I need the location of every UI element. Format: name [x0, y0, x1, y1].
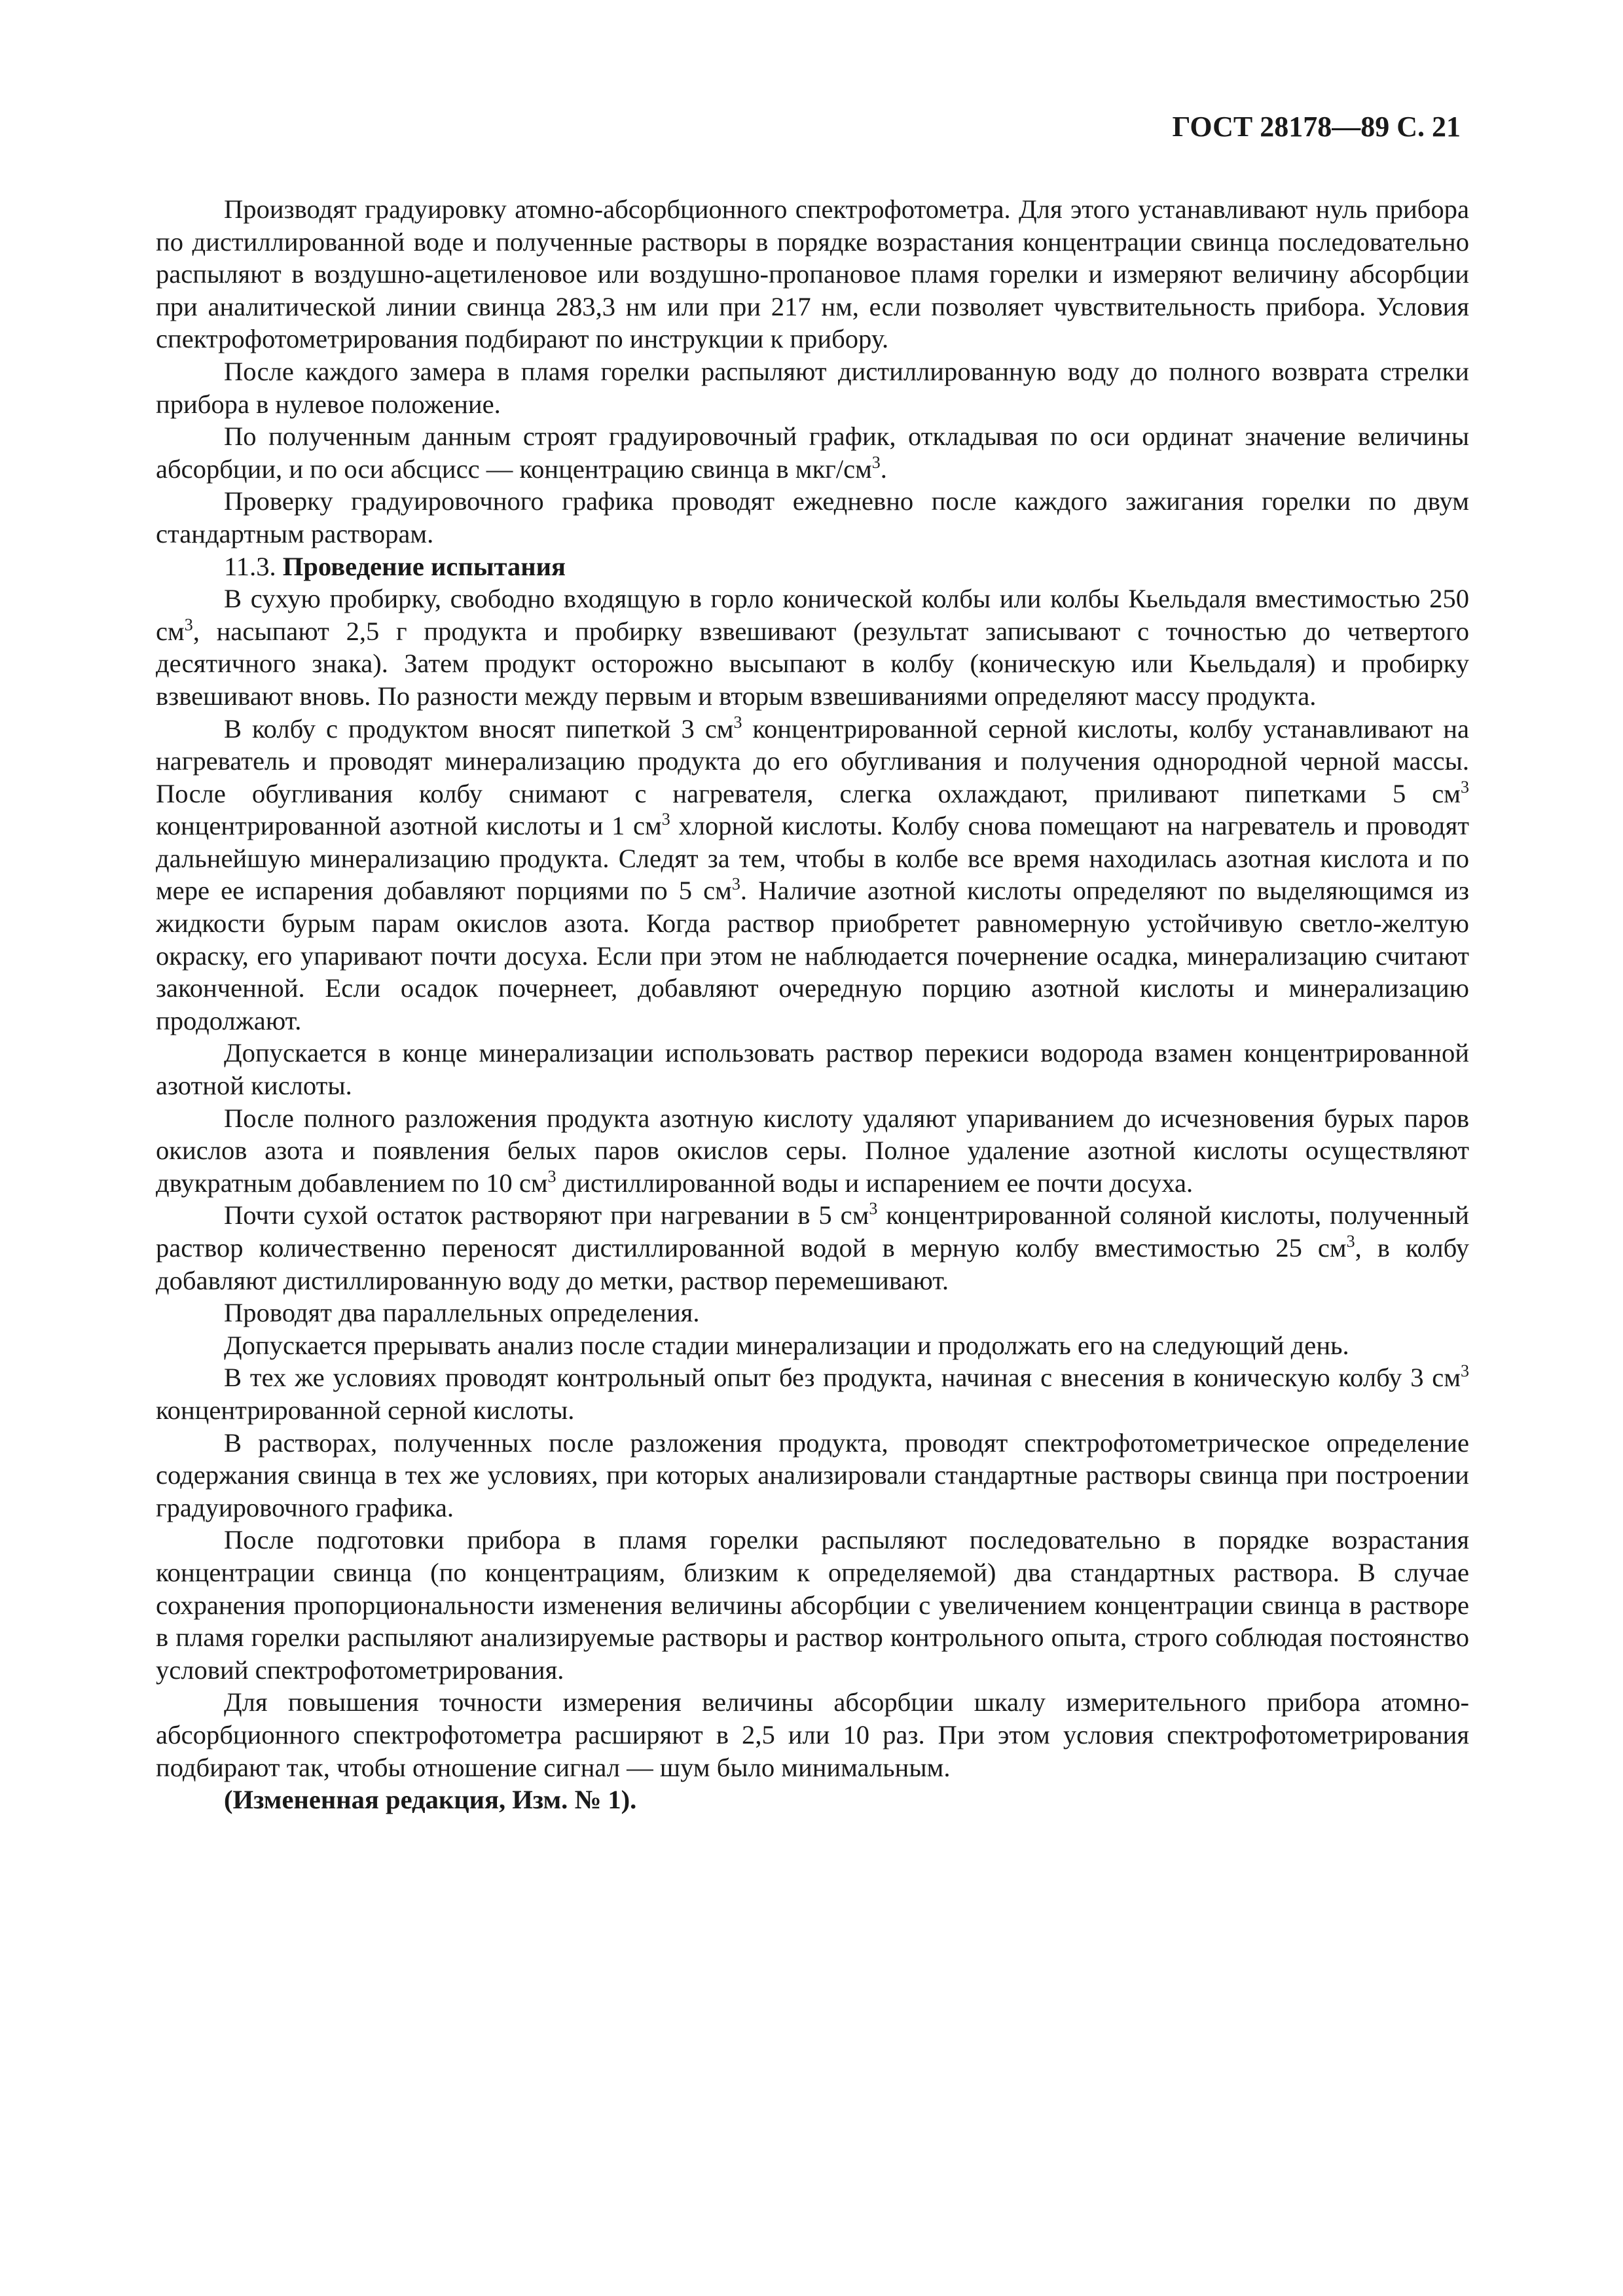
section-heading	[156, 550, 1469, 583]
paragraph: Допускается прерывать анализ после стадии минерализации и продолжать его на следующий день.	[224, 1330, 1349, 1360]
paragraph: Проводят два параллельных определения.	[224, 1298, 700, 1328]
section-title: Проведение испытания	[282, 551, 566, 581]
paragraph: Производят градуировку атомно-абсорбционного спектрофотометра. Для этого устанавливают нуль прибора по дистиллированной воде и полученные растворы в порядке возрастания концентрации свинца последовательно распыляют в воздушно-ацетиленовое или воздушно-пропановое пламя горелки и измеряют величину абсорбции при аналитической линии свинца 283,3 нм или при 217 нм, если позволяет чувствительность прибора. Условия спектрофотометрирования подбирают по инструкции к прибору.	[156, 194, 1469, 354]
paragraph: После каждого замера в пламя горелки распыляют дистиллированную воду до полного возврата стрелки прибора в нулевое положение.	[156, 356, 1469, 419]
document-body	[156, 193, 1469, 1816]
page-header: ГОСТ 28178—89 С. 21	[1172, 111, 1461, 143]
paragraph: Проверку градуировочного графика проводят ежедневно после каждого зажигания горелки по двум стандартным растворам.	[156, 486, 1469, 548]
paragraph: В сухую пробирку, свободно входящую в горло конической колбы или колбы Кьельдаля вместимостью 250 $см^3$, насыпают 2,5 г продукта и пробирку взвешивают (результат записывают с точностью до четвертого десятичного знака). Затем продукт осторожно высыпают в колбу (коническую или Кьельдаля) и пробирку взвешивают вновь. По разности между первым и вторым взвешиваниями определяют массу продукта.	[156, 584, 1469, 711]
paragraph: Почти сухой остаток растворяют при нагревании в 5 $см^3$ концентрированной соляной кислоты, полученный раствор количественно переносят дистиллированной водой в мерную колбу вместимостью 25 $см^3$, в колбу добавляют дистиллированную воду до метки, раствор перемешивают.	[156, 1199, 1469, 1295]
paragraph: Допускается в конце минерализации использовать раствор перекиси водорода взамен концентрированной азотной кислоты.	[156, 1038, 1469, 1101]
paragraph: После подготовки прибора в пламя горелки распыляют последовательно в порядке возрастания концентрации свинца (по концентрациям, близким к определяемой) два стандартных раствора. В случае сохранения пропорциональности изменения величины абсорбции с увеличением концентрации свинца в растворе в пламя горелки распыляют анализируемые растворы и раствор контрольного опыта, строго соблюдая постоянство условий спектрофотометрирования.	[156, 1525, 1469, 1685]
paragraph: Для повышения точности измерения величины абсорбции шкалу измерительного прибора атомно-абсорбционного спектрофотометра расширяют в 2,5 или 10 раз. При этом условия спектрофотометрирования подбирают так, чтобы отношение сигнал — шум было минимальным.	[156, 1687, 1469, 1782]
paragraph: В растворах, полученных после разложения продукта, проводят спектрофотометрическое определение содержания свинца в тех же условиях, при которых анализировали стандартные растворы свинца при построении градуировочного графика.	[156, 1427, 1469, 1522]
revision-note: (Измененная редакция, Изм. № 1).	[224, 1785, 637, 1815]
paragraph: В тех же условиях проводят контрольный опыт без продукта, начиная с внесения в коническую колбу 3 $см^3$ концентрированной серной кислоты.	[156, 1361, 1469, 1425]
paragraph: В колбу с продуктом вносят пипеткой 3 $см^3$ концентрированной серной кислоты, колбу устанавливают на нагреватель и проводят минерализацию продукта до его обугливания и получения однородной черной массы. После обугливания колбу снимают с нагревателя, слегка охлаждают, приливают пипетками 5 $см^3$ концентрированной азотной кислоты и 1 $см^3$ хлорной кислоты. Колбу снова помещают на нагреватель и проводят дальнейшую минерализацию продукта. Следят за тем, чтобы в колбе все время находилась азотная кислота и по мере ее испарения добавляют порциями по 5 $см^3$. Наличие азотной кислоты определяют по выделяющимся из жидкости бурым парам окислов азота. Когда раствор приобретет равномерную устойчивую светло-желтую окраску, его упаривают почти досуха. Если при этом не наблюдается почернение осадка, минерализацию считают законченной. Если осадок почернеет, добавляют очередную порцию азотной кислоты и минерализацию продолжают.	[156, 712, 1469, 1035]
paragraph: По полученным данным строят градуировочный график, откладывая по оси ординат значение величины абсорбции, и по оси абсцисс — концентрацию свинца в мкг/$см^3$.	[156, 422, 1469, 484]
section-number: 11.3.	[224, 551, 283, 581]
paragraph: После полного разложения продукта азотную кислоту удаляют упариванием до исчезновения бурых паров окислов азота и появления белых паров окислов серы. Полное удаление азотной кислоты осуществляют двукратным добавлением по 10 $см^3$ дистиллированной воды и испарением ее почти досуха.	[156, 1103, 1469, 1198]
